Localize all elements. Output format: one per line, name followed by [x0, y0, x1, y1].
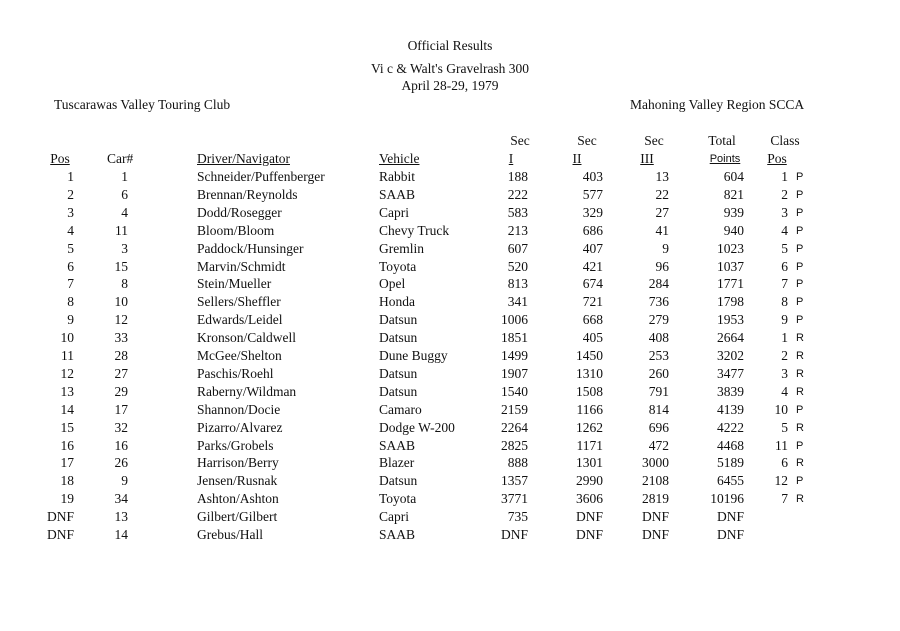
row-pos: 4 [67, 222, 74, 238]
row-driver: Bloom/Bloom [197, 222, 275, 238]
row-driver: Pizarro/Alvarez [197, 419, 283, 435]
row-sec1: 1540 [501, 383, 528, 399]
row-car: 34 [114, 491, 128, 507]
row-car: 3 [121, 240, 128, 256]
row-car: 12 [114, 312, 128, 328]
row-total: 1771 [717, 276, 744, 292]
row-sec1: 813 [507, 276, 528, 292]
row-sec2: DNF [575, 509, 603, 525]
row-class: P [796, 403, 804, 416]
row-sec2: 674 [582, 276, 603, 292]
row-sec3: 2819 [642, 491, 669, 507]
row-total: 1023 [717, 240, 744, 256]
row-class: P [796, 296, 804, 309]
row-driver: Ashton/Ashton [197, 491, 279, 507]
row-sec3: 9 [662, 240, 669, 256]
row-vehicle: Camaro [379, 401, 422, 417]
row-driver: Raberny/Wildman [197, 383, 297, 399]
row-car: 26 [114, 455, 128, 471]
row-total: 4222 [717, 419, 744, 435]
row-sec3: 3000 [642, 455, 669, 471]
row-sec2: 1171 [576, 437, 603, 453]
row-sec1: 607 [507, 240, 528, 256]
row-class-pos: 8 [781, 294, 788, 310]
row-sec3: 2108 [642, 473, 669, 489]
club-left: Tuscarawas Valley Touring Club [54, 97, 231, 112]
row-sec1: 583 [507, 204, 528, 220]
row-sec3: 791 [648, 383, 669, 399]
header-total-top: Total [708, 133, 736, 148]
row-class-pos: 6 [781, 455, 788, 471]
row-driver: McGee/Shelton [197, 348, 282, 363]
row-driver: Shannon/Docie [197, 401, 281, 417]
row-class: P [796, 171, 804, 183]
row-car: 15 [114, 258, 128, 274]
row-class-pos: 9 [781, 312, 788, 328]
row-class-pos: 1 [781, 330, 788, 346]
row-pos: DNF [46, 527, 74, 542]
row-vehicle: Datsun [379, 473, 418, 489]
row-sec3: 736 [648, 294, 669, 310]
header-car: Car# [107, 151, 134, 166]
row-sec1: 2264 [501, 419, 528, 435]
row-sec2: 1166 [576, 401, 603, 417]
row-sec3: 284 [648, 276, 669, 292]
row-car: 6 [121, 186, 128, 202]
row-driver: Gilbert/Gilbert [197, 509, 278, 525]
row-pos: 17 [60, 455, 74, 471]
row-car: 32 [114, 419, 128, 435]
row-sec3: 408 [648, 330, 669, 346]
row-pos: 1 [67, 169, 74, 184]
row-pos: 15 [60, 419, 74, 435]
row-sec2: 1450 [576, 348, 603, 363]
row-pos: 14 [60, 401, 74, 417]
row-sec2: 721 [582, 294, 603, 310]
event-name: Vi c & Walt's Gravelrash 300 [370, 61, 530, 76]
row-vehicle: Capri [379, 204, 409, 220]
event-dates: April 28-29, 1979 [401, 78, 499, 93]
row-sec1: 888 [507, 455, 528, 471]
row-total: 1037 [717, 258, 744, 274]
row-sec3: 253 [648, 348, 669, 363]
row-driver: Marvin/Schmidt [197, 258, 286, 274]
row-class: P [796, 314, 804, 327]
row-sec3: 279 [648, 312, 669, 328]
header-sec3: III [640, 151, 654, 166]
table-row [0, 241, 900, 259]
row-vehicle: Rabbit [379, 169, 415, 184]
header-vehicle: Vehicle [379, 151, 420, 166]
row-sec1: DNF [500, 527, 528, 542]
table-row [0, 294, 900, 312]
row-sec1: 2825 [501, 437, 528, 453]
row-pos: 19 [60, 491, 74, 507]
row-pos: 7 [67, 276, 74, 292]
row-sec2: 1508 [576, 383, 603, 399]
row-total: 2664 [717, 330, 744, 346]
row-vehicle: Datsun [379, 383, 418, 399]
row-total: 3202 [717, 348, 744, 363]
row-vehicle: Toyota [379, 491, 417, 507]
row-total: 3477 [717, 365, 744, 381]
row-sec1: 1357 [501, 473, 528, 489]
row-pos: 3 [67, 204, 74, 220]
row-pos: 11 [61, 348, 74, 363]
table-row [0, 509, 900, 527]
row-sec1: 341 [507, 294, 528, 310]
table-row [0, 438, 900, 456]
header-driver: Driver/Navigator [197, 151, 290, 166]
row-sec2: 1301 [576, 455, 603, 471]
table-row [0, 455, 900, 473]
row-pos: 5 [67, 240, 74, 256]
row-sec3: 814 [648, 401, 669, 417]
row-class-pos: 1 [781, 169, 788, 184]
row-class-pos: 3 [781, 365, 788, 381]
row-class: P [796, 206, 804, 219]
row-class: P [796, 439, 804, 452]
row-vehicle: Datsun [379, 330, 418, 346]
table-row [0, 473, 900, 491]
row-vehicle: Gremlin [379, 240, 424, 256]
table-row [0, 527, 900, 545]
row-sec2: 577 [582, 186, 603, 202]
row-total: 3839 [717, 383, 744, 399]
row-sec3: 41 [655, 222, 669, 238]
row-class-pos: 4 [781, 222, 788, 238]
row-sec1: 213 [507, 222, 528, 238]
row-pos: 8 [67, 294, 74, 310]
row-sec2: DNF [575, 527, 603, 542]
row-class: R [796, 457, 804, 470]
table-row [0, 491, 900, 509]
row-class: R [796, 350, 804, 362]
row-sec3: 96 [655, 258, 669, 274]
table-row [0, 169, 900, 187]
row-class: R [796, 493, 804, 506]
header-class-pos: Pos [767, 151, 787, 166]
row-sec3: 27 [655, 204, 669, 220]
row-sec2: 403 [582, 169, 603, 184]
row-car: 17 [114, 401, 128, 417]
row-vehicle: Dodge W-200 [379, 419, 455, 435]
row-sec3: 260 [648, 365, 669, 381]
row-vehicle: Honda [379, 294, 415, 310]
row-sec2: 668 [582, 312, 603, 328]
row-class: P [796, 242, 804, 255]
row-class: R [796, 421, 804, 434]
row-sec1: 520 [507, 258, 528, 274]
row-sec1: 1907 [501, 365, 528, 381]
table-row [0, 205, 900, 223]
row-class-pos: 4 [781, 383, 788, 399]
table-row [0, 384, 900, 402]
row-class-pos: 6 [781, 258, 788, 274]
row-car: 13 [114, 509, 128, 525]
row-sec3: 696 [648, 419, 669, 435]
row-sec3: DNF [641, 527, 669, 542]
row-class: R [796, 332, 804, 345]
row-sec1: 2159 [501, 401, 528, 417]
row-sec1: 188 [507, 169, 528, 184]
row-driver: Stein/Mueller [197, 276, 272, 292]
row-pos: 10 [60, 330, 74, 346]
row-driver: Dodd/Rosegger [197, 204, 282, 220]
row-driver: Sellers/Sheffler [197, 294, 281, 310]
club-right: Mahoning Valley Region SCCA [630, 97, 805, 112]
row-sec2: 1310 [576, 365, 603, 381]
row-class-pos: 7 [781, 491, 788, 507]
row-total: DNF [716, 509, 744, 525]
row-class: R [796, 385, 804, 398]
row-vehicle: Chevy Truck [379, 222, 450, 238]
row-car: 14 [114, 527, 128, 542]
row-total: 4468 [717, 437, 744, 453]
row-vehicle: SAAB [379, 186, 416, 202]
row-total: 604 [723, 169, 744, 184]
row-class-pos: 5 [781, 240, 788, 256]
row-total: 939 [723, 204, 744, 220]
row-pos: 13 [60, 383, 74, 399]
row-class-pos: 5 [781, 419, 788, 435]
table-row [0, 330, 900, 348]
row-total: 1798 [717, 294, 744, 310]
row-car: 28 [114, 348, 128, 363]
row-vehicle: Dune Buggy [379, 348, 448, 363]
row-class-pos: 2 [781, 186, 788, 202]
row-total: 5189 [717, 455, 744, 471]
row-class-pos: 10 [774, 401, 788, 417]
row-sec2: 2990 [576, 473, 603, 489]
row-pos: DNF [46, 509, 74, 525]
row-class: P [796, 260, 804, 273]
row-total: 1953 [717, 312, 744, 328]
header-pos: Pos [50, 151, 70, 166]
row-driver: Parks/Grobels [197, 437, 274, 453]
row-driver: Kronson/Caldwell [197, 330, 296, 346]
row-sec1: 222 [507, 186, 528, 202]
header-sec3-top: Sec [644, 133, 664, 148]
row-driver: Grebus/Hall [197, 527, 263, 542]
row-car: 10 [114, 294, 128, 310]
row-total: 6455 [717, 473, 744, 489]
row-vehicle: Datsun [379, 312, 418, 328]
row-sec1: 1851 [501, 330, 528, 346]
row-car: 27 [114, 365, 128, 381]
row-sec1: 1006 [501, 312, 528, 328]
table-row [0, 402, 900, 420]
row-driver: Brennan/Reynolds [197, 186, 298, 202]
row-total: 940 [723, 222, 744, 238]
row-driver: Paddock/Hunsinger [197, 240, 304, 256]
row-vehicle: Capri [379, 509, 409, 525]
row-sec1: 3771 [501, 491, 528, 507]
row-class: P [796, 224, 804, 237]
header-class-top: Class [770, 133, 800, 148]
table-row [0, 312, 900, 330]
row-vehicle: Datsun [379, 365, 418, 381]
row-pos: 9 [67, 312, 74, 328]
row-vehicle: Blazer [379, 455, 415, 471]
row-driver: Paschis/Roehl [197, 365, 274, 381]
row-driver: Jensen/Rusnak [197, 473, 278, 489]
row-class-pos: 3 [781, 204, 788, 220]
row-sec3: 22 [655, 186, 669, 202]
row-sec3: DNF [641, 509, 669, 525]
row-class-pos: 12 [774, 473, 788, 489]
row-sec1: 735 [507, 509, 528, 525]
row-total: DNF [716, 527, 744, 542]
row-sec2: 1262 [576, 419, 603, 435]
row-pos: 6 [67, 258, 74, 274]
row-sec3: 472 [648, 437, 669, 453]
row-sec2: 686 [582, 222, 603, 238]
row-total: 821 [723, 186, 744, 202]
row-sec2: 3606 [576, 491, 603, 507]
row-class-pos: 2 [781, 348, 788, 363]
row-car: 8 [121, 276, 128, 292]
table-row [0, 348, 900, 366]
row-car: 1 [121, 169, 128, 184]
header-points: Points [709, 153, 741, 165]
row-sec2: 405 [582, 330, 603, 346]
row-class-pos: 11 [775, 437, 788, 453]
header-sec2: II [572, 151, 582, 166]
row-vehicle: SAAB [379, 437, 416, 453]
row-pos: 2 [67, 186, 74, 202]
header-sec2-top: Sec [577, 133, 597, 148]
row-car: 16 [114, 437, 128, 453]
row-driver: Schneider/Puffenberger [197, 169, 325, 184]
header-sec1: I [508, 151, 514, 166]
row-car: 11 [115, 222, 128, 238]
row-car: 33 [114, 330, 128, 346]
row-class: P [796, 278, 804, 291]
row-car: 29 [114, 383, 128, 399]
table-row [0, 223, 900, 241]
row-vehicle: SAAB [379, 527, 416, 542]
table-row [0, 366, 900, 384]
row-sec2: 329 [582, 204, 603, 220]
table-row [0, 420, 900, 438]
row-total: 4139 [717, 401, 744, 417]
row-sec2: 407 [582, 240, 603, 256]
row-pos: 18 [60, 473, 74, 489]
row-driver: Harrison/Berry [197, 455, 279, 471]
table-row [0, 187, 900, 205]
row-pos: 12 [60, 365, 74, 381]
row-class: R [796, 367, 804, 380]
row-class-pos: 7 [781, 276, 788, 292]
row-vehicle: Toyota [379, 258, 417, 274]
row-car: 4 [121, 204, 128, 220]
row-vehicle: Opel [379, 276, 406, 292]
row-class: P [796, 475, 804, 488]
document-title: Official Results [407, 38, 493, 53]
row-sec3: 13 [655, 169, 669, 184]
row-total: 10196 [710, 491, 744, 507]
row-class: P [796, 188, 804, 201]
table-row [0, 276, 900, 294]
row-pos: 16 [60, 437, 74, 453]
row-sec2: 421 [582, 258, 603, 274]
row-car: 9 [121, 473, 128, 489]
row-driver: Edwards/Leidel [197, 312, 283, 328]
row-sec1: 1499 [501, 348, 528, 363]
table-row [0, 259, 900, 277]
header-sec1-top: Sec [510, 133, 530, 148]
